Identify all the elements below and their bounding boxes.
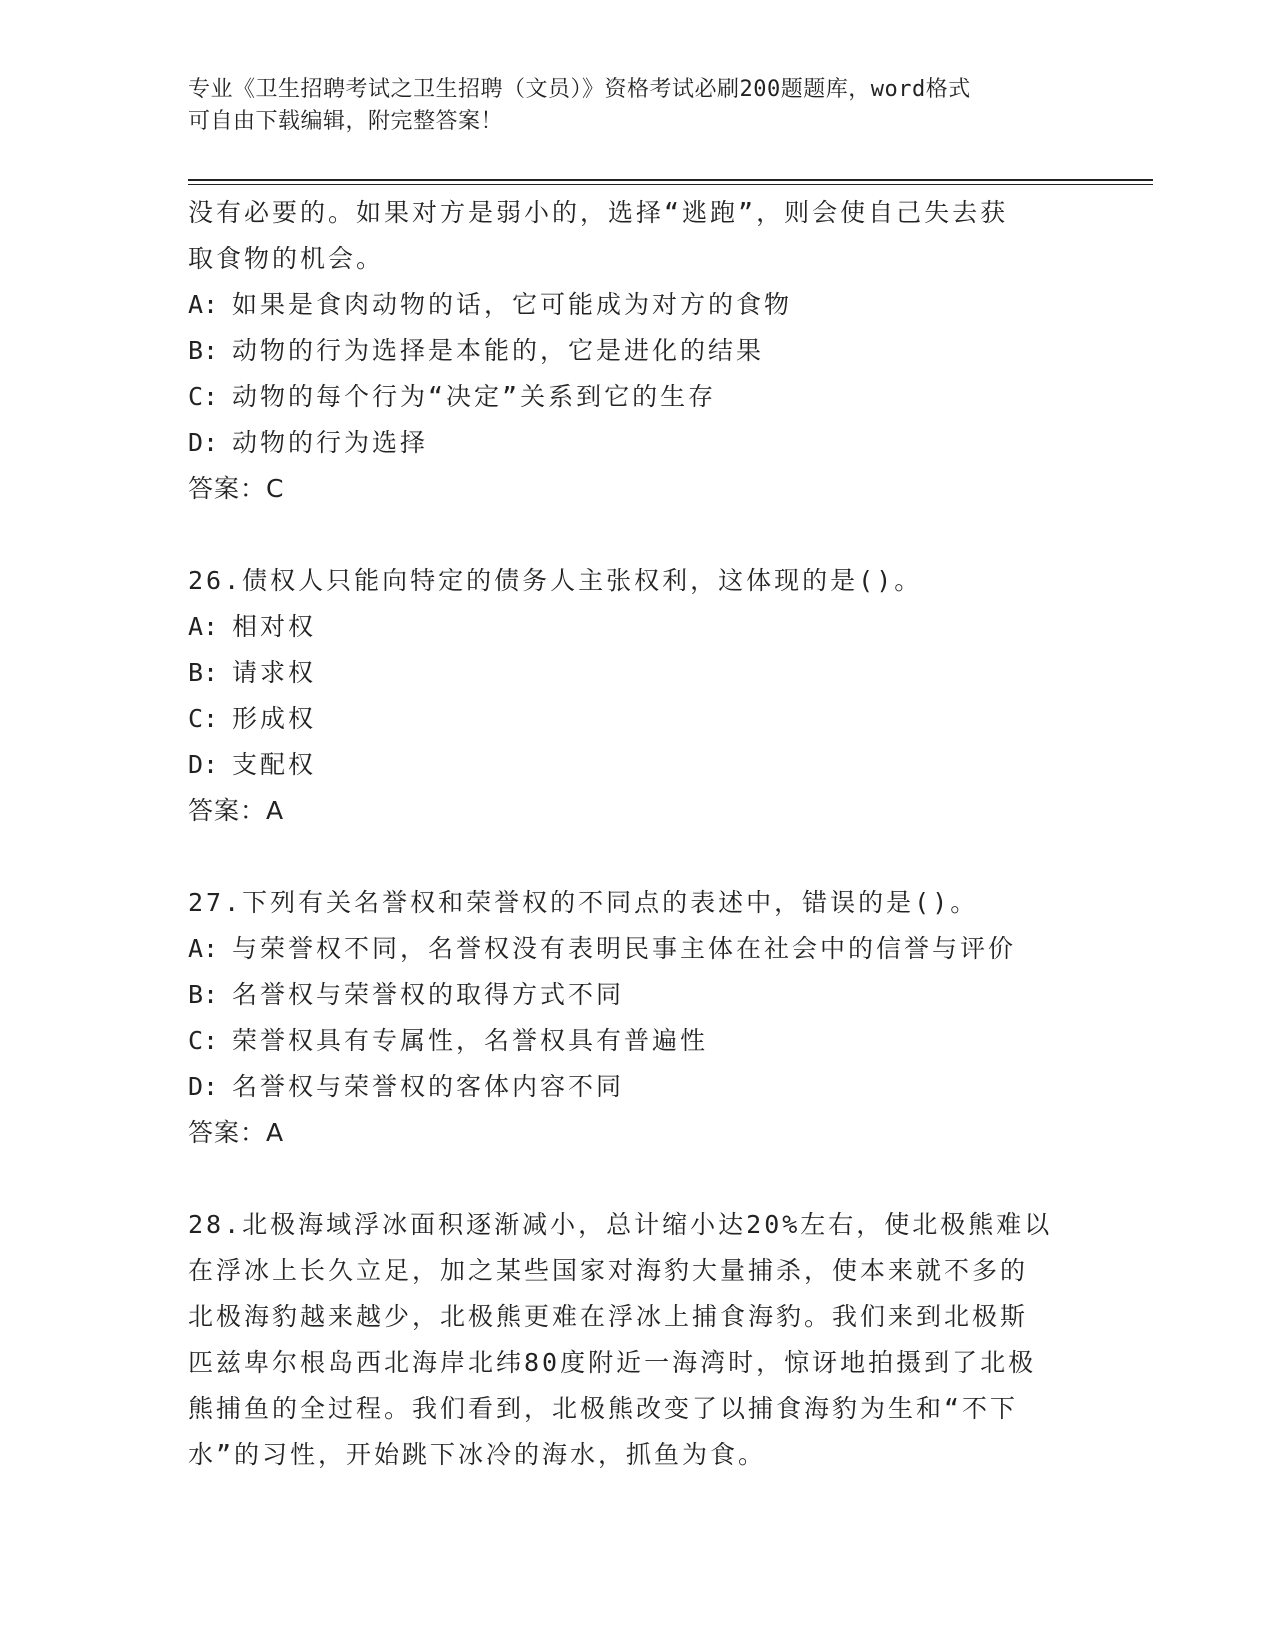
option-a: [188, 926, 1088, 972]
option-letter: A:: [188, 290, 219, 319]
question-27: [188, 880, 1088, 1156]
option-d: [188, 742, 1088, 788]
option-letter: B:: [188, 980, 219, 1009]
question-25-continuation: [188, 190, 1088, 512]
answer-line: 答案：C: [188, 474, 285, 503]
option-letter: C:: [188, 1026, 219, 1055]
option-text: 名誉权与荣誉权的取得方式不同: [232, 980, 625, 1009]
option-text: 支配权: [232, 750, 317, 779]
option-letter: B:: [188, 658, 219, 687]
question-text-line: 熊捕鱼的全过程。我们看到，北极熊改变了以捕食海豹为生和“不下: [188, 1394, 1019, 1423]
option-c: [188, 374, 1088, 420]
header-divider-thin: [188, 184, 1153, 185]
option-d: [188, 420, 1088, 466]
document-header: [188, 74, 1068, 138]
option-letter: D:: [188, 428, 219, 457]
option-letter: C:: [188, 704, 219, 733]
spacer: [188, 1156, 1088, 1202]
option-text: 动物的每个行为“决定”关系到它的生存: [232, 382, 717, 411]
option-letter: A:: [188, 612, 219, 641]
header-title-line-1: 专业《卫生招聘考试之卫生招聘（文员）》资格考试必刷200题题库，word格式: [188, 77, 971, 102]
question-26: [188, 558, 1088, 834]
option-d: [188, 1064, 1088, 1110]
question-28: [188, 1202, 1088, 1478]
option-text: 动物的行为选择是本能的，它是进化的结果: [232, 336, 765, 365]
option-text: 名誉权与荣誉权的客体内容不同: [232, 1072, 625, 1101]
option-letter: B:: [188, 336, 219, 365]
question-text-line: 没有必要的。如果对方是弱小的，选择“逃跑”，则会使自己失去获: [188, 198, 1009, 227]
option-b: [188, 650, 1088, 696]
answer-line: 答案：A: [188, 1118, 285, 1147]
question-stem: 27.下列有关名誉权和荣誉权的不同点的表述中，错误的是()。: [188, 888, 979, 917]
option-text: 与荣誉权不同，名誉权没有表明民事主体在社会中的信誉与评价: [232, 934, 1017, 963]
option-a: [188, 282, 1088, 328]
option-b: [188, 972, 1088, 1018]
question-text-line: 28.北极海域浮冰面积逐渐减小，总计缩小达20%左右，使北极熊难以: [188, 1210, 1053, 1239]
option-letter: D:: [188, 1072, 219, 1101]
spacer: [188, 834, 1088, 880]
header-title-line-2: 可自由下载编辑，附完整答案！: [188, 109, 504, 134]
question-text-line: 水”的习性，开始跳下冰冷的海水，抓鱼为食。: [188, 1440, 767, 1469]
question-text-line: 匹兹卑尔根岛西北海岸北纬80度附近一海湾时，惊讶地拍摄到了北极: [188, 1348, 1037, 1377]
header-divider-thick: [188, 179, 1153, 181]
option-text: 荣誉权具有专属性，名誉权具有普遍性: [232, 1026, 709, 1055]
question-text-line: 在浮冰上长久立足，加之某些国家对海豹大量捕杀，使本来就不多的: [188, 1256, 1029, 1285]
answer-line: 答案：A: [188, 796, 285, 825]
option-text: 形成权: [232, 704, 317, 733]
option-text: 动物的行为选择: [232, 428, 429, 457]
option-c: [188, 1018, 1088, 1064]
option-c: [188, 696, 1088, 742]
option-letter: A:: [188, 934, 219, 963]
option-letter: D:: [188, 750, 219, 779]
question-text-line: 北极海豹越来越少，北极熊更难在浮冰上捕食海豹。我们来到北极斯: [188, 1302, 1029, 1331]
document-body: [188, 190, 1088, 1478]
option-a: [188, 604, 1088, 650]
option-letter: C:: [188, 382, 219, 411]
option-b: [188, 328, 1088, 374]
option-text: 如果是食肉动物的话，它可能成为对方的食物: [232, 290, 793, 319]
spacer: [188, 512, 1088, 558]
option-text: 相对权: [232, 612, 317, 641]
question-stem: 26.债权人只能向特定的债务人主张权利，这体现的是()。: [188, 566, 923, 595]
question-text-line: 取食物的机会。: [188, 244, 385, 273]
option-text: 请求权: [232, 658, 317, 687]
